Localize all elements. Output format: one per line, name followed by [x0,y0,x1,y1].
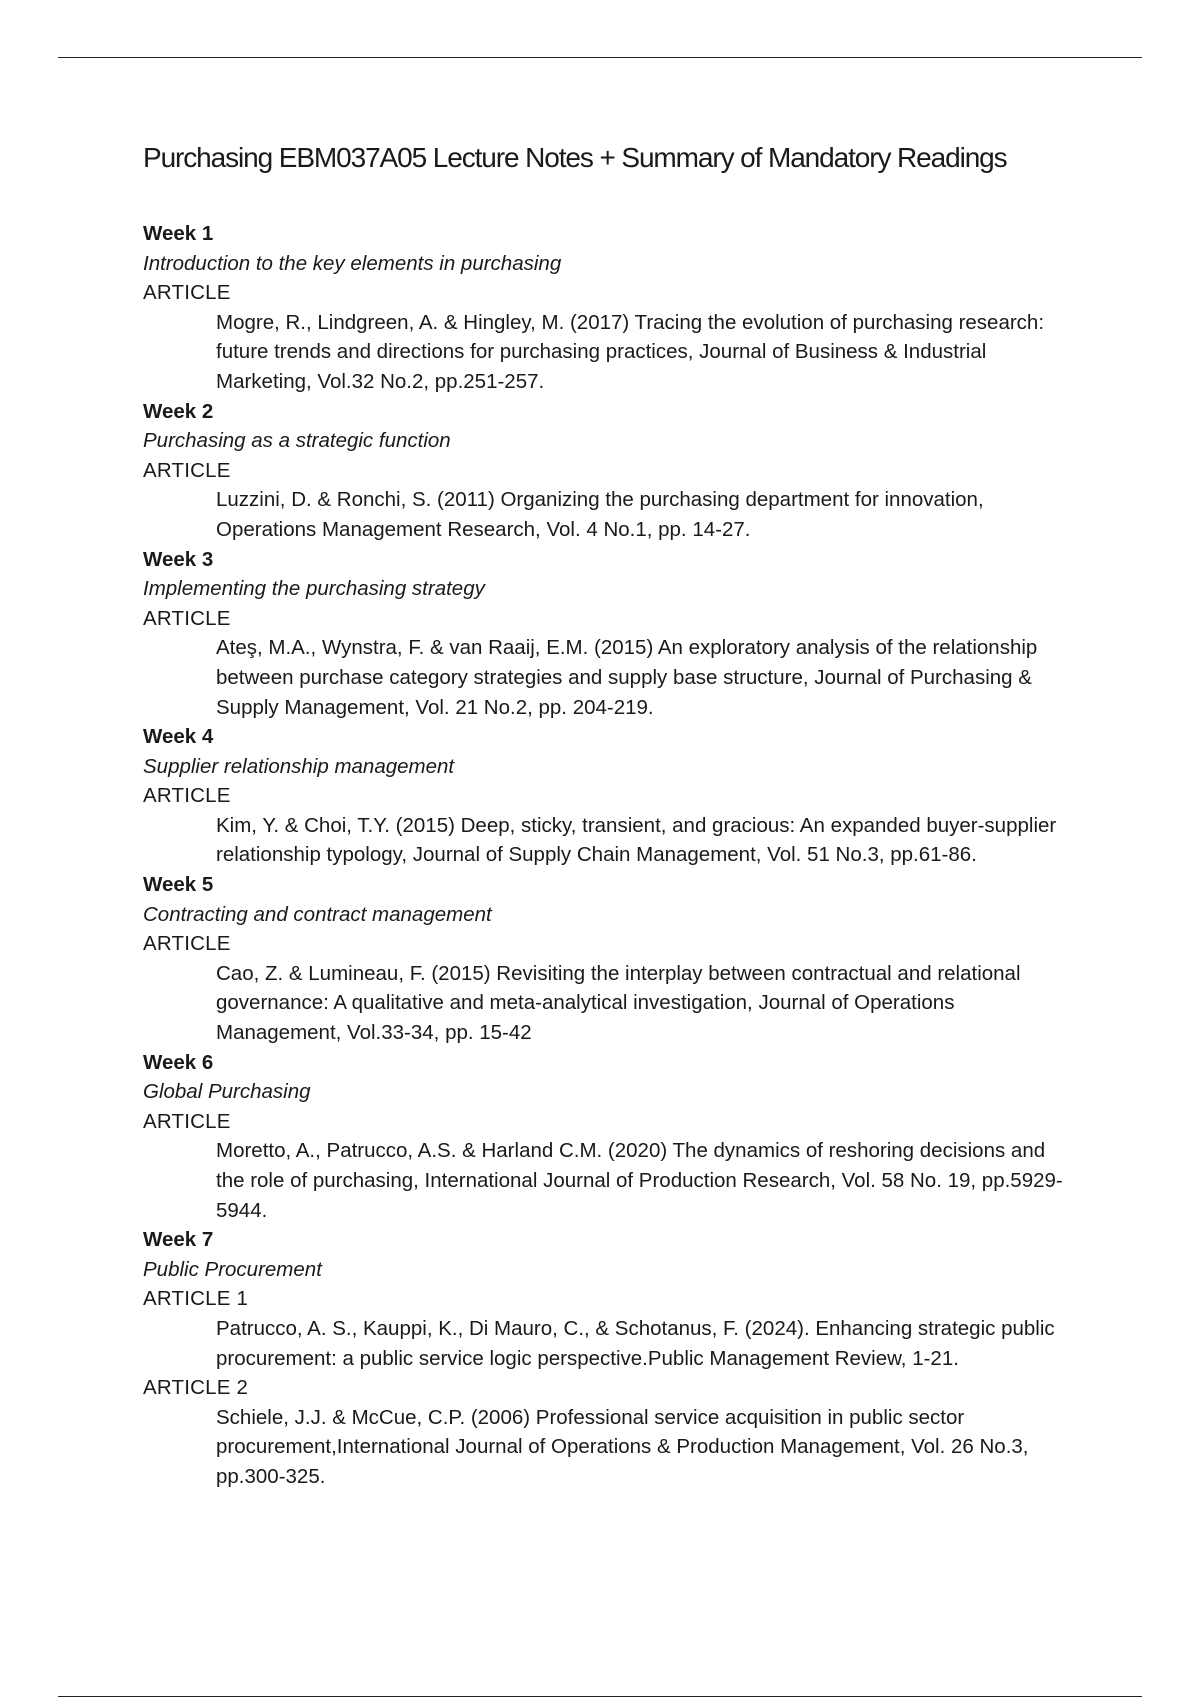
week-5-section [143,870,1093,1048]
article-label: ARTICLE [143,932,231,956]
footer-rule [58,1696,1142,1697]
header-rule [58,57,1142,58]
page-title: Purchasing EBM037A05 Lecture Notes + Summary of Mandatory Readings [143,142,1007,173]
article-label: ARTICLE [143,281,231,305]
week-topic: Public Procurement [143,1257,322,1281]
week-topic: Implementing the purchasing strategy [143,577,485,601]
week-heading: Week 2 [143,399,214,423]
week-4-section [143,722,1093,870]
week-topic: Contracting and contract management [143,902,492,926]
article-label: ARTICLE [143,784,231,808]
week-topic: Introduction to the key elements in purchasing [143,251,562,275]
article-reference: Schiele, J.J. & McCue, C.P. (2006) Professional service acquisition in public sector procurement,International Journal of Operations & Production Management, Vol. 26 No.3, pp.300-325. [216,1405,1029,1488]
article-reference: Patrucco, A. S., Kauppi, K., Di Mauro, C., & Schotanus, F. (2024). Enhancing strategic public procurement: a public service logic perspective.Public Management Review, 1-21. [216,1316,1055,1370]
week-topic: Supplier relationship management [143,754,455,778]
week-2-section [143,397,1093,545]
week-7-section [143,1225,1093,1491]
week-topic: Purchasing as a strategic function [143,429,451,453]
article-reference: Luzzini, D. & Ronchi, S. (2011) Organizing the purchasing department for innovation, Operations Management Research, Vol. 4 No.1, pp. 14-27. [216,488,984,541]
article-label: ARTICLE [143,458,231,482]
week-heading: Week 1 [143,222,214,245]
weeks-list [143,219,1093,1492]
article-reference: Cao, Z. & Lumineau, F. (2015) Revisiting the interplay between contractual and relational governance: A qualitative and meta-analytical investigation, Journal of Operations Management, Vol.33-34, pp. 15-42 [216,961,1021,1045]
article-label: ARTICLE [143,606,231,630]
week-3-section [143,545,1093,723]
article-label: ARTICLE [143,1109,231,1133]
article-reference: Moretto, A., Patrucco, A.S. & Harland C.M. (2020) The dynamics of reshoring decisions and the role of purchasing, International Journal of Production Research, Vol. 58 No. 19, pp.5929-5944. [216,1139,1063,1222]
article-label: ARTICLE 2 [143,1376,249,1400]
week-heading: Week 5 [143,873,214,897]
week-heading: Week 7 [143,1228,214,1252]
week-topic: Global Purchasing [143,1080,311,1104]
article-reference: Ateş, M.A., Wynstra, F. & van Raaij, E.M. (2015) An exploratory analysis of the relationship between purchase category strategies and supply base structure, Journal of Purchasing & Supply Management, Vol. 21 No.2, pp. 204-219. [216,636,1038,719]
article-reference: Kim, Y. & Choi, T.Y. (2015) Deep, sticky, transient, and gracious: An expanded buyer-supplier relationship typology, Journal of Supply Chain Management, Vol. 51 No.3, pp.61-86. [216,813,1057,867]
week-1-section [143,219,1093,397]
article-label: ARTICLE 1 [143,1287,249,1311]
week-heading: Week 6 [143,1050,214,1074]
week-heading: Week 4 [143,725,214,749]
article-reference: Mogre, R., Lindgreen, A. & Hingley, M. (2017) Tracing the evolution of purchasing research: future trends and directions for purchasing practices, Journal of Business & Industrial Marketing, Vol.32 No.2, pp.251-257. [216,310,1045,393]
week-heading: Week 3 [143,547,214,571]
week-6-section [143,1048,1093,1226]
